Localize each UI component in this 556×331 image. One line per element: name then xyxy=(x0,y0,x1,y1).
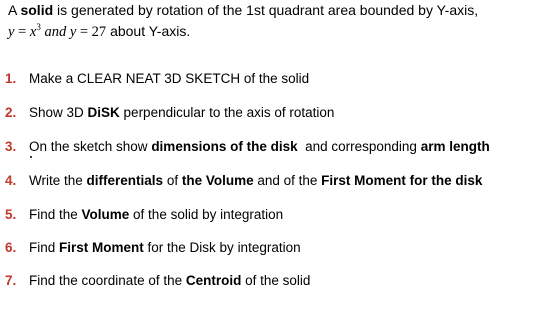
task-item-4: 4. Write the differentials of the Volume and of the First Moment for the disk xyxy=(5,173,483,188)
problem-statement-line1: A solid is generated by rotation of the 1st quadrant area bounded by Y-axis, xyxy=(8,2,479,18)
task-item-3: 3. On the sketch show dimensions of the disk and corresponding arm length xyxy=(5,139,490,154)
stray-dot xyxy=(30,156,32,158)
task-number: 5. xyxy=(5,207,17,222)
task-item-1: 1. Make a CLEAR NEAT 3D SKETCH of the solid xyxy=(5,71,310,86)
task-number: 4. xyxy=(5,173,17,188)
task-item-2: 2. Show 3D DiSK perpendicular to the axis of rotation xyxy=(5,105,335,120)
solid-term: solid xyxy=(20,2,54,18)
task-number: 3. xyxy=(5,139,17,154)
task-item-6: 6. Find First Moment for the Disk by integration xyxy=(5,240,301,255)
problem-equation: $y = x^3$ and y = 27 about Y-axis. xyxy=(8,22,191,40)
task-item-5: 5. Find the Volume of the solid by integration xyxy=(5,207,284,222)
task-item-7: 7. Find the coordinate of the Centroid of the solid xyxy=(5,273,311,288)
task-number: 1. xyxy=(5,71,17,86)
task-number: 2. xyxy=(5,105,17,120)
task-number: 6. xyxy=(5,240,17,255)
problem-statement xyxy=(8,2,553,41)
task-number: 7. xyxy=(5,273,17,288)
